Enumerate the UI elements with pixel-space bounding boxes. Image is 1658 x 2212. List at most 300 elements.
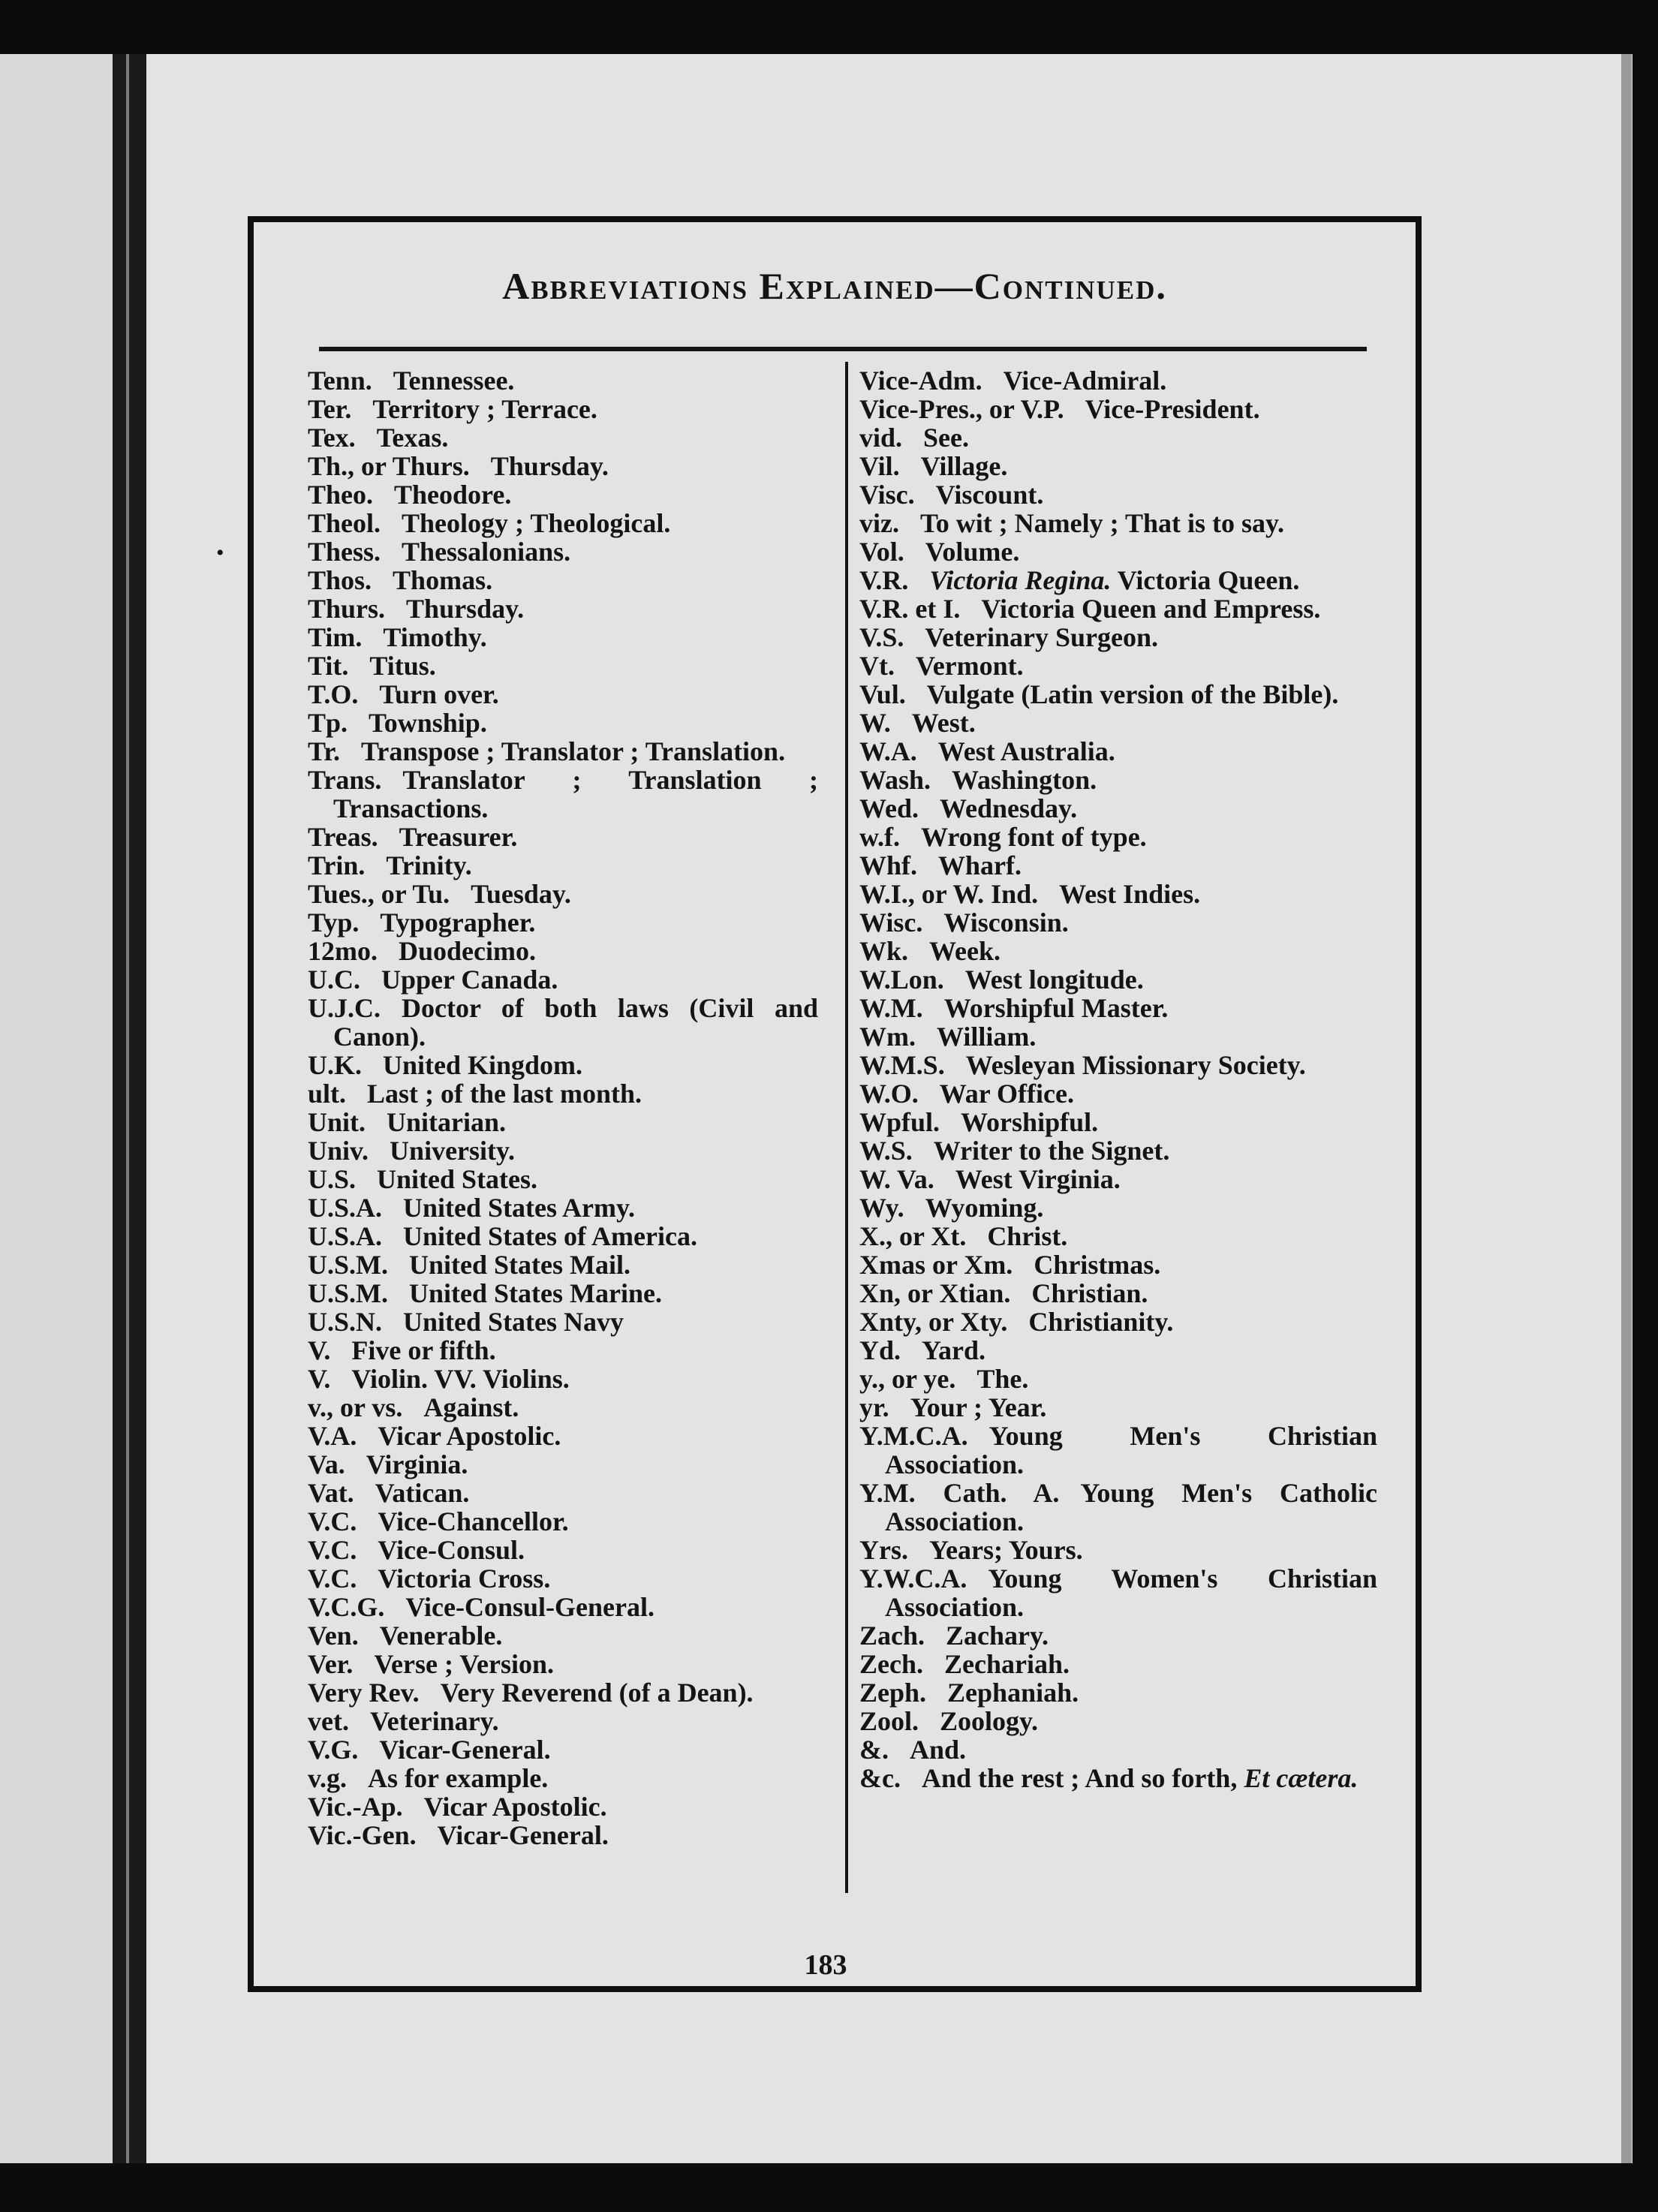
abbreviation: Univ. bbox=[308, 1136, 369, 1166]
meaning-italic: Victoria Regina. bbox=[929, 565, 1112, 595]
abbreviation: W.M.S. bbox=[859, 1050, 945, 1080]
abbreviation-entry bbox=[308, 366, 818, 395]
abbreviation: Wk. bbox=[859, 936, 909, 966]
abbreviation: Vul. bbox=[859, 679, 906, 709]
abbreviation: v., or vs. bbox=[308, 1392, 403, 1422]
abbreviation: Ter. bbox=[308, 394, 352, 424]
abbreviation-entry bbox=[859, 1365, 1377, 1393]
meaning: As for example. bbox=[368, 1763, 549, 1793]
abbreviation-entry bbox=[859, 423, 1377, 452]
abbreviation-entry bbox=[859, 480, 1377, 509]
abbreviation: Zool. bbox=[859, 1706, 919, 1736]
meaning: Vermont. bbox=[916, 651, 1024, 681]
abbreviation-entry bbox=[859, 1165, 1377, 1193]
meaning: Wyoming. bbox=[925, 1193, 1044, 1223]
meaning: Your ; Year. bbox=[910, 1392, 1047, 1422]
abbreviation: Wpful. bbox=[859, 1107, 940, 1137]
abbreviation: Trans. bbox=[308, 765, 382, 795]
abbreviation-entry bbox=[859, 623, 1377, 652]
abbreviation-entry bbox=[308, 1422, 818, 1450]
abbreviation-entry bbox=[859, 737, 1377, 766]
abbreviation: W.O. bbox=[859, 1079, 919, 1109]
abbreviation-entry bbox=[859, 1735, 1377, 1764]
abbreviation-entry bbox=[308, 851, 818, 880]
meaning: United States Navy bbox=[403, 1307, 624, 1337]
meaning: Veterinary. bbox=[369, 1706, 499, 1736]
abbreviation-entry bbox=[859, 1650, 1377, 1678]
abbreviation-entry bbox=[308, 1792, 818, 1821]
meaning: Vice-President. bbox=[1085, 394, 1260, 424]
meaning: Christian. bbox=[1031, 1278, 1148, 1308]
adjacent-page-edge bbox=[0, 54, 113, 2163]
meaning: Timothy. bbox=[383, 622, 487, 652]
meaning: Upper Canada. bbox=[381, 965, 558, 995]
abbreviation: Thess. bbox=[308, 537, 381, 567]
abbreviation-entry bbox=[308, 566, 818, 594]
abbreviation-entry bbox=[859, 1336, 1377, 1365]
abbreviation-entry bbox=[308, 965, 818, 994]
meaning: Writer to the Signet. bbox=[933, 1136, 1170, 1166]
abbreviation-entry bbox=[859, 766, 1377, 794]
abbreviation-entry bbox=[859, 851, 1377, 880]
abbreviation: Y.M.C.A. bbox=[859, 1421, 968, 1451]
abbreviation-entry bbox=[308, 1108, 818, 1136]
abbreviation: vid. bbox=[859, 423, 903, 453]
abbreviation: Wash. bbox=[859, 765, 931, 795]
abbreviation-entry bbox=[308, 823, 818, 851]
meaning: Theology ; Theological. bbox=[402, 508, 671, 538]
meaning: University. bbox=[390, 1136, 516, 1166]
right-column bbox=[859, 366, 1377, 1792]
meaning: Young Men's Catholic Association. bbox=[885, 1478, 1377, 1536]
abbreviation-entry bbox=[308, 1678, 818, 1707]
meaning: Against. bbox=[423, 1392, 519, 1422]
abbreviation-entry bbox=[859, 994, 1377, 1022]
meaning: Christmas. bbox=[1034, 1250, 1161, 1280]
abbreviation: U.S.A. bbox=[308, 1193, 383, 1223]
meaning: Virginia. bbox=[366, 1449, 468, 1479]
meaning: Titus. bbox=[369, 651, 436, 681]
abbreviation-entry bbox=[308, 1222, 818, 1250]
meaning: Tennessee. bbox=[393, 366, 515, 396]
abbreviation: V.C. bbox=[308, 1535, 357, 1565]
meaning: Doctor of both laws (Civil and Canon). bbox=[333, 993, 818, 1052]
abbreviation-entry bbox=[308, 1564, 818, 1593]
abbreviation: &. bbox=[859, 1735, 889, 1765]
abbreviation-entry bbox=[859, 1479, 1377, 1536]
meaning: Wrong font of type. bbox=[921, 822, 1147, 852]
abbreviation: Vol. bbox=[859, 537, 904, 567]
abbreviation-entry bbox=[308, 623, 818, 652]
abbreviation: Treas. bbox=[308, 822, 378, 852]
abbreviation-entry bbox=[859, 452, 1377, 480]
meaning: Tuesday. bbox=[471, 879, 571, 909]
meaning: United States Mail. bbox=[409, 1250, 630, 1280]
abbreviation-entry bbox=[308, 423, 818, 452]
abbreviation-entry bbox=[308, 1308, 818, 1336]
meaning: Volume. bbox=[925, 537, 1020, 567]
meaning: Village. bbox=[920, 451, 1008, 481]
abbreviation-entry bbox=[308, 1279, 818, 1308]
abbreviation-entry bbox=[308, 880, 818, 908]
abbreviation: Tenn. bbox=[308, 366, 372, 396]
abbreviation-entry bbox=[308, 1365, 818, 1393]
abbreviation-entry bbox=[308, 1336, 818, 1365]
abbreviation-entry bbox=[859, 823, 1377, 851]
meaning: Theodore. bbox=[394, 480, 512, 510]
abbreviation: Yrs. bbox=[859, 1535, 908, 1565]
abbreviation: Wed. bbox=[859, 793, 919, 823]
abbreviation-entry bbox=[308, 594, 818, 623]
meaning: United States of America. bbox=[403, 1221, 697, 1251]
abbreviation: Tex. bbox=[308, 423, 356, 453]
abbreviation: Vic.-Gen. bbox=[308, 1820, 417, 1850]
abbreviation: Tp. bbox=[308, 708, 348, 738]
abbreviation: Va. bbox=[308, 1449, 345, 1479]
meaning: Years; Yours. bbox=[929, 1535, 1083, 1565]
abbreviation: Unit. bbox=[308, 1107, 366, 1137]
abbreviation-entry bbox=[308, 680, 818, 709]
abbreviation: Visc. bbox=[859, 480, 915, 510]
abbreviation: T.O. bbox=[308, 679, 359, 709]
meaning: West Virginia. bbox=[955, 1164, 1121, 1194]
abbreviation: V.R. et I. bbox=[859, 594, 961, 624]
page-edge-shadow bbox=[1621, 54, 1632, 2163]
abbreviation: W.M. bbox=[859, 993, 923, 1023]
meaning: Victoria Cross. bbox=[378, 1563, 551, 1594]
abbreviation-entry bbox=[308, 1479, 818, 1507]
meaning: Vicar Apostolic. bbox=[378, 1421, 561, 1451]
abbreviation-entry bbox=[859, 1393, 1377, 1422]
meaning: Yard. bbox=[922, 1335, 986, 1365]
abbreviation-entry bbox=[308, 509, 818, 537]
abbreviation: Wy. bbox=[859, 1193, 904, 1223]
abbreviation: Whf. bbox=[859, 850, 918, 880]
abbreviation: v.g. bbox=[308, 1763, 348, 1793]
abbreviation: yr. bbox=[859, 1392, 889, 1422]
abbreviation-entry bbox=[859, 1621, 1377, 1650]
meaning: Violin. VV. Violins. bbox=[351, 1364, 570, 1394]
abbreviation-entry bbox=[308, 737, 818, 766]
meaning: Vice-Consul. bbox=[378, 1535, 525, 1565]
meaning: Thessalonians. bbox=[402, 537, 571, 567]
meaning: Victoria Queen. bbox=[1117, 565, 1300, 595]
abbreviation-entry bbox=[308, 1079, 818, 1108]
abbreviation: Xmas or Xm. bbox=[859, 1250, 1013, 1280]
abbreviation: Y.W.C.A. bbox=[859, 1563, 967, 1594]
meaning: William. bbox=[937, 1022, 1037, 1052]
meaning: Vatican. bbox=[375, 1478, 470, 1508]
abbreviation: U.S.M. bbox=[308, 1250, 388, 1280]
abbreviation-entry bbox=[308, 1193, 818, 1222]
abbreviation: U.J.C. bbox=[308, 993, 381, 1023]
abbreviation-entry bbox=[308, 1136, 818, 1165]
abbreviation-entry bbox=[859, 1764, 1377, 1792]
abbreviation: Yd. bbox=[859, 1335, 901, 1365]
meaning: Vice-Consul-General. bbox=[405, 1592, 654, 1622]
meaning: Thomas. bbox=[393, 565, 493, 595]
abbreviation: V. bbox=[308, 1335, 331, 1365]
abbreviation: Y.M. Cath. A. bbox=[859, 1478, 1060, 1508]
abbreviation-entry bbox=[859, 1022, 1377, 1051]
abbreviation: Tit. bbox=[308, 651, 349, 681]
column-divider bbox=[845, 362, 848, 1893]
abbreviation: viz. bbox=[859, 508, 899, 538]
abbreviation: V.R. bbox=[859, 565, 909, 595]
abbreviation-entry bbox=[308, 908, 818, 937]
abbreviation: Vil. bbox=[859, 451, 900, 481]
page-number: 183 bbox=[804, 1949, 847, 1981]
abbreviation-entry bbox=[308, 1593, 818, 1621]
abbreviation: Zach. bbox=[859, 1621, 925, 1651]
abbreviation-entry bbox=[859, 1308, 1377, 1336]
abbreviation: &c. bbox=[859, 1763, 901, 1793]
abbreviation: Vic.-Ap. bbox=[308, 1792, 403, 1822]
abbreviation-entry bbox=[308, 1707, 818, 1735]
meaning: Translator ; Translation ; Transactions. bbox=[333, 765, 818, 823]
abbreviation-entry bbox=[859, 1136, 1377, 1165]
meaning: To wit ; Namely ; That is to say. bbox=[919, 508, 1285, 538]
meaning: Victoria Queen and Empress. bbox=[981, 594, 1321, 624]
meaning: Zachary. bbox=[946, 1621, 1049, 1651]
abbreviation: Thurs. bbox=[308, 594, 386, 624]
abbreviation: Zeph. bbox=[859, 1678, 927, 1708]
abbreviation-entry bbox=[308, 1250, 818, 1279]
abbreviation-entry bbox=[859, 395, 1377, 423]
abbreviation: y., or ye. bbox=[859, 1364, 956, 1394]
abbreviation-entry bbox=[308, 537, 818, 566]
abbreviation-entry bbox=[308, 994, 818, 1051]
abbreviation: Xnty, or Xty. bbox=[859, 1307, 1008, 1337]
meaning: Treasurer. bbox=[399, 822, 518, 852]
abbreviation-entry bbox=[859, 880, 1377, 908]
abbreviation-entry bbox=[859, 1564, 1377, 1621]
abbreviation-entry bbox=[859, 1193, 1377, 1222]
abbreviation-entry bbox=[859, 680, 1377, 709]
meaning: Typographer. bbox=[380, 907, 536, 937]
abbreviation: U.C. bbox=[308, 965, 360, 995]
meaning: United States Army. bbox=[403, 1193, 636, 1223]
abbreviation-entry bbox=[308, 1507, 818, 1536]
abbreviation-entry bbox=[859, 1079, 1377, 1108]
meaning: Week. bbox=[929, 936, 1001, 966]
meaning: United Kingdom. bbox=[383, 1050, 583, 1080]
meaning: Vicar Apostolic. bbox=[423, 1792, 607, 1822]
abbreviation-entry bbox=[308, 1621, 818, 1650]
meaning: Zoology. bbox=[940, 1706, 1039, 1736]
abbreviation: V.C.G. bbox=[308, 1592, 385, 1622]
abbreviation-entry bbox=[859, 1279, 1377, 1308]
meaning: West. bbox=[911, 708, 976, 738]
abbreviation: V.C. bbox=[308, 1506, 357, 1536]
abbreviation: ult. bbox=[308, 1079, 347, 1109]
abbreviation-entry bbox=[859, 965, 1377, 994]
meaning: Vice-Admiral. bbox=[1003, 366, 1167, 396]
abbreviation: Vice-Pres., or V.P. bbox=[859, 394, 1064, 424]
abbreviation: Vice-Adm. bbox=[859, 366, 982, 396]
meaning: Wesleyan Missionary Society. bbox=[965, 1050, 1306, 1080]
abbreviation-entry bbox=[859, 509, 1377, 537]
abbreviation-entry bbox=[308, 395, 818, 423]
abbreviation-entry bbox=[859, 1222, 1377, 1250]
meaning: Worshipful Master. bbox=[943, 993, 1169, 1023]
meaning: Wisconsin. bbox=[943, 907, 1069, 937]
abbreviation-entry bbox=[308, 709, 818, 737]
abbreviation-entry bbox=[859, 594, 1377, 623]
meaning: The. bbox=[976, 1364, 1029, 1394]
abbreviation-entry bbox=[859, 1422, 1377, 1479]
abbreviation: U.S.N. bbox=[308, 1307, 383, 1337]
abbreviation-entry bbox=[308, 480, 818, 509]
abbreviation: Theol. bbox=[308, 508, 381, 538]
abbreviation-entry bbox=[308, 1536, 818, 1564]
meaning: Zephaniah. bbox=[947, 1678, 1079, 1708]
gutter-line bbox=[126, 54, 129, 2163]
abbreviation-entry bbox=[859, 1678, 1377, 1707]
abbreviation: V. bbox=[308, 1364, 331, 1394]
meaning: West Australia. bbox=[937, 736, 1115, 766]
abbreviation: U.K. bbox=[308, 1050, 362, 1080]
meaning: Young Women's Christian Association. bbox=[885, 1563, 1377, 1622]
abbreviation-entry bbox=[859, 937, 1377, 965]
abbreviation-entry bbox=[859, 366, 1377, 395]
book-gutter bbox=[113, 54, 146, 2163]
abbreviation-entry bbox=[859, 794, 1377, 823]
abbreviation: Xn, or Xtian. bbox=[859, 1278, 1011, 1308]
abbreviation: Zech. bbox=[859, 1649, 923, 1679]
abbreviation: Ver. bbox=[308, 1649, 354, 1679]
abbreviation: 12mo. bbox=[308, 936, 378, 966]
abbreviation-entry bbox=[308, 1735, 818, 1764]
abbreviation-entry bbox=[859, 537, 1377, 566]
meaning: Territory ; Terrace. bbox=[372, 394, 597, 424]
abbreviation: V.S. bbox=[859, 622, 904, 652]
abbreviation-entry bbox=[859, 1250, 1377, 1279]
abbreviation: Tues., or Tu. bbox=[308, 879, 450, 909]
meaning: Vicar-General. bbox=[437, 1820, 609, 1850]
abbreviation-entry bbox=[859, 1536, 1377, 1564]
abbreviation: Tr. bbox=[308, 736, 341, 766]
meaning: Last ; of the last month. bbox=[367, 1079, 642, 1109]
meaning: Vulgate (Latin version of the Bible). bbox=[926, 679, 1339, 709]
abbreviation-entry bbox=[308, 1051, 818, 1079]
abbreviation-entry bbox=[308, 452, 818, 480]
abbreviation-entry bbox=[859, 709, 1377, 737]
meaning: Venerable. bbox=[379, 1621, 503, 1651]
margin-mark: • bbox=[216, 540, 224, 565]
abbreviation-entry bbox=[308, 937, 818, 965]
left-column bbox=[308, 366, 818, 1849]
abbreviation-entry bbox=[308, 1393, 818, 1422]
abbreviation: Thos. bbox=[308, 565, 372, 595]
meaning: Veterinary Surgeon. bbox=[925, 622, 1159, 652]
meaning: Christ. bbox=[987, 1221, 1068, 1251]
abbreviation: V.C. bbox=[308, 1563, 357, 1594]
abbreviation: Trin. bbox=[308, 850, 366, 880]
abbreviation-entry bbox=[308, 1450, 818, 1479]
meaning: Transpose ; Translator ; Translation. bbox=[361, 736, 786, 766]
meaning: Duodecimo. bbox=[399, 936, 536, 966]
meaning: Christianity. bbox=[1028, 1307, 1174, 1337]
meaning: Wednesday. bbox=[940, 793, 1078, 823]
meaning-italic: Et cætera. bbox=[1244, 1763, 1359, 1793]
abbreviation: Typ. bbox=[308, 907, 360, 937]
meaning: United States. bbox=[377, 1164, 538, 1194]
meaning: Zechariah. bbox=[944, 1649, 1070, 1679]
meaning: Verse ; Version. bbox=[374, 1649, 555, 1679]
meaning: Thursday. bbox=[490, 451, 609, 481]
meaning: West longitude. bbox=[964, 965, 1144, 995]
abbreviation-entry bbox=[859, 566, 1377, 594]
abbreviation: w.f. bbox=[859, 822, 900, 852]
meaning: Vice-Chancellor. bbox=[378, 1506, 569, 1536]
abbreviation: Tim. bbox=[308, 622, 363, 652]
meaning: War Office. bbox=[939, 1079, 1074, 1109]
abbreviation: V.A. bbox=[308, 1421, 357, 1451]
meaning: Vicar-General. bbox=[379, 1735, 551, 1765]
abbreviation: U.S.M. bbox=[308, 1278, 388, 1308]
abbreviation: W.Lon. bbox=[859, 965, 944, 995]
meaning: Trinity. bbox=[386, 850, 472, 880]
abbreviation: W.I., or W. Ind. bbox=[859, 879, 1039, 909]
abbreviation: Very Rev. bbox=[308, 1678, 420, 1708]
meaning: And the rest ; And so forth, bbox=[921, 1763, 1238, 1793]
abbreviation: Wisc. bbox=[859, 907, 923, 937]
meaning: Five or fifth. bbox=[351, 1335, 496, 1365]
abbreviation: Wm. bbox=[859, 1022, 916, 1052]
abbreviation: V.G. bbox=[308, 1735, 359, 1765]
abbreviation-entry bbox=[308, 1821, 818, 1849]
abbreviation: Theo. bbox=[308, 480, 374, 510]
meaning: See. bbox=[923, 423, 970, 453]
meaning: Turn over. bbox=[379, 679, 499, 709]
abbreviation-entry bbox=[308, 1165, 818, 1193]
meaning: Texas. bbox=[376, 423, 449, 453]
meaning: Very Reverend (of a Dean). bbox=[440, 1678, 754, 1708]
meaning: Thursday. bbox=[406, 594, 525, 624]
abbreviation: W. bbox=[859, 708, 891, 738]
abbreviation: U.S. bbox=[308, 1164, 357, 1194]
abbreviation: U.S.A. bbox=[308, 1221, 383, 1251]
abbreviation: vet. bbox=[308, 1706, 349, 1736]
abbreviation-entry bbox=[859, 652, 1377, 680]
meaning: Viscount. bbox=[935, 480, 1044, 510]
abbreviation-entry bbox=[859, 1051, 1377, 1079]
abbreviation-entry bbox=[308, 766, 818, 823]
meaning: Unitarian. bbox=[387, 1107, 507, 1137]
meaning: Worshipful. bbox=[961, 1107, 1099, 1137]
abbreviation-entry bbox=[859, 908, 1377, 937]
page-title: Abbreviations Explained—Continued. bbox=[502, 265, 1167, 307]
abbreviation: Th., or Thurs. bbox=[308, 451, 470, 481]
abbreviation: W.A. bbox=[859, 736, 917, 766]
meaning: West Indies. bbox=[1059, 879, 1201, 909]
abbreviation-entry bbox=[308, 1650, 818, 1678]
meaning: Wharf. bbox=[938, 850, 1022, 880]
abbreviation: X., or Xt. bbox=[859, 1221, 967, 1251]
abbreviation-entry bbox=[308, 652, 818, 680]
abbreviation-entry bbox=[859, 1707, 1377, 1735]
meaning: Washington. bbox=[952, 765, 1097, 795]
meaning: And. bbox=[910, 1735, 967, 1765]
abbreviation-entry bbox=[859, 1108, 1377, 1136]
meaning: Young Men's Christian Association. bbox=[885, 1421, 1377, 1479]
meaning: United States Marine. bbox=[409, 1278, 662, 1308]
abbreviation: Vat. bbox=[308, 1478, 354, 1508]
abbreviation: Vt. bbox=[859, 651, 895, 681]
abbreviation: Ven. bbox=[308, 1621, 359, 1651]
abbreviation-entry bbox=[308, 1764, 818, 1792]
